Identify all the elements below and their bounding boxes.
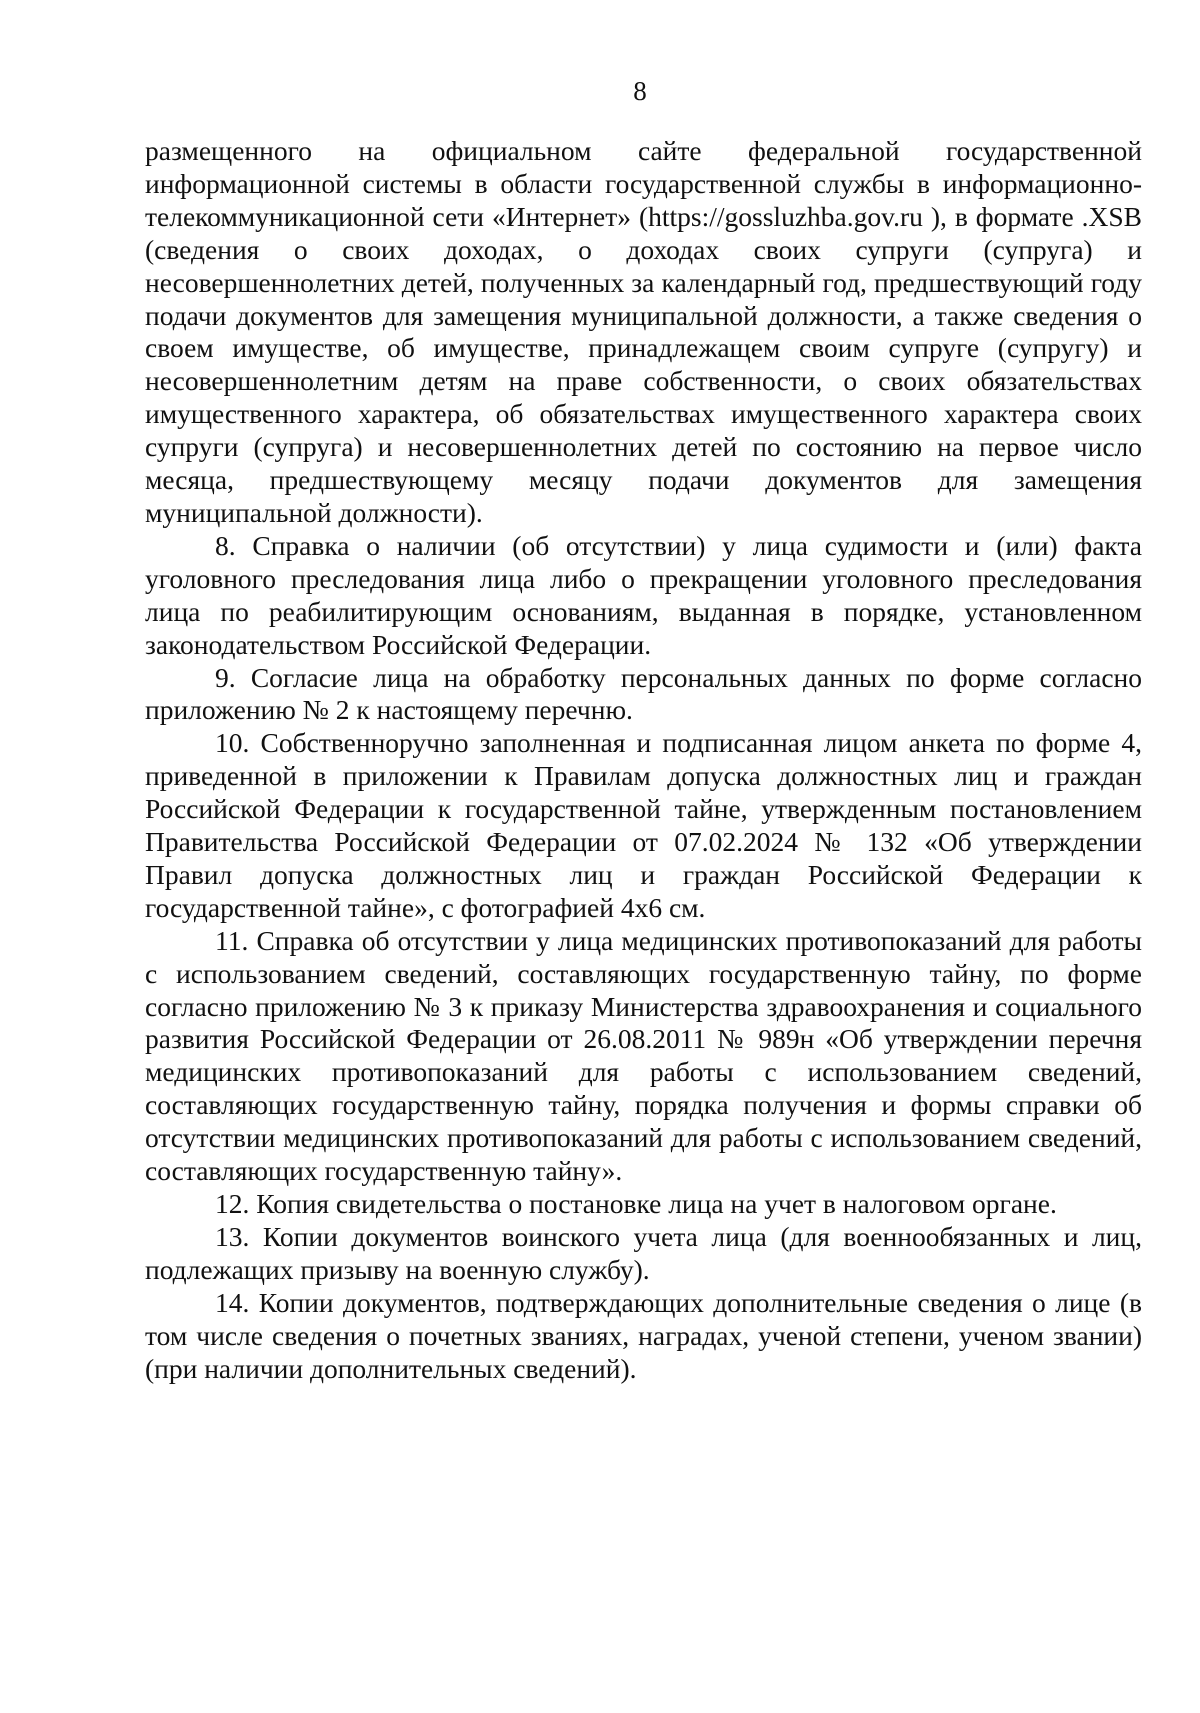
list-item-11: 11. Справка об отсутствии у лица медицинских противопоказаний для работы с использованием сведений, составляющих государственную тайну, по форме согласно приложению № 3 к приказу Министерства здравоохранения и социального развития Российской Федерации от 26.08.2011 № 989н «Об утверждении перечня медицинских противопоказаний для работы с использованием сведений, составляющих государственную тайну, порядка получения и формы справки об отсутствии медицинских противопоказаний для работы с использованием сведений, составляющих государственную тайну». [145,924,1142,1187]
list-item-9: 9. Согласие лица на обработку персональных данных по форме согласно приложению № 2 к настоящему перечню. [145,661,1142,726]
page-number: 8 [633,76,647,106]
list-item-14: 14. Копии документов, подтверждающих дополнительные сведения о лице (в том числе сведения о почетных званиях, наградах, ученой степени, ученом звании) (при наличии дополнительных сведений). [145,1286,1142,1384]
continuation-paragraph: размещенного на официальном сайте федеральной государственной информационной системы в области государственной службы в информационно-телекоммуникационной сети «Интернет» (https://gossluzhba.gov.ru ), в формате .XSB (сведения о своих доходах, о доходах своих супруги (супруга) и несовершеннолетних детей, полученных за календарный год, предшествующий году подачи документов для замещения муниципальной должности, а также сведения о своем имуществе, об имуществе, принадлежащем своим супруге (супругу) и несовершеннолетним детям на праве собственности, о своих обязательствах имущественного характера, об обязательствах имущественного характера своих супруги (супруга) и несовершеннолетних детей по состоянию на первое число месяца, предшествующему месяцу подачи документов для замещения муниципальной должности). [145,135,1142,528]
list-item-12: 12. Копия свидетельства о постановке лица на учет в налоговом органе. [215,1188,1057,1219]
list-item-8: 8. Справка о наличии (об отсутствии) у лица судимости и (или) факта уголовного преследования лица либо о прекращении уголовного преследования лица по реабилитирующим основаниям, выданная в порядке, установленном законодательством Российской Федерации. [145,529,1142,660]
document-body [145,135,1142,1385]
list-item-13: 13. Копии документов воинского учета лица (для военнообязанных и лиц, подлежащих призыву на военную службу). [145,1220,1142,1285]
list-item-10: 10. Собственноручно заполненная и подписанная лицом анкета по форме 4, приведенной в приложении к Правилам допуска должностных лиц и граждан Российской Федерации к государственной тайне, утвержденным постановлением Правительства Российской Федерации от 07.02.2024 № 132 «Об утверждении Правил допуска должностных лиц и граждан Российской Федерации к государственной тайне», с фотографией 4х6 см. [145,727,1142,923]
